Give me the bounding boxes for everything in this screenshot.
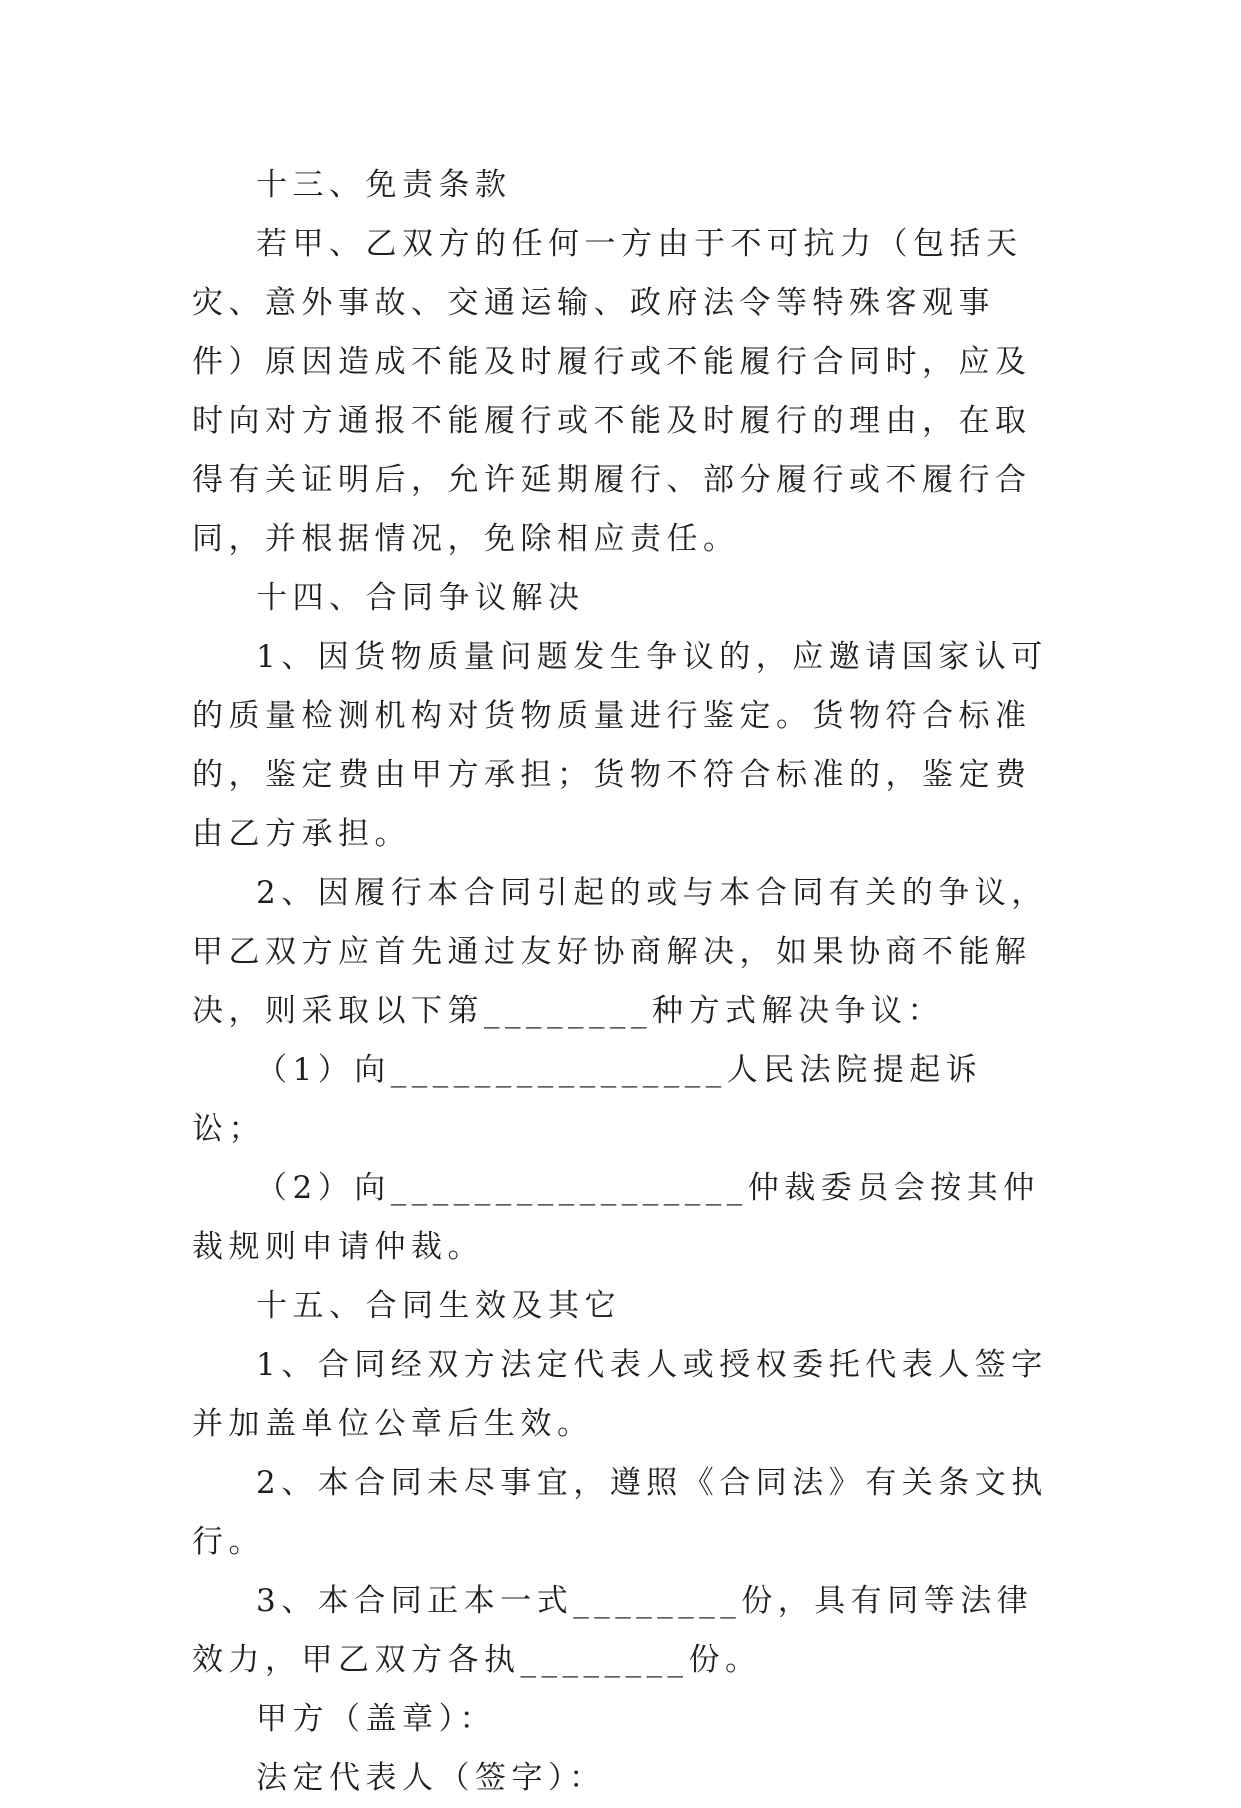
section-13-body: 若甲、乙双方的任何一方由于不可抗力（包括天灾、意外事故、交通运输、政府法令等特殊客观事件）原因造成不能及时履行或不能履行合同时，应及时向对方通报不能履行或不能及时履行的理由，在取得有关证明后，允许延期履行、部分履行或不履行合同，并根据情况，免除相应责任。 [192, 226, 1032, 557]
section-15-item-3: 3、本合同正本一式________份，具有同等法律效力，甲乙双方各执________份。 [192, 1583, 1034, 1678]
section-15-heading: 十五、合同生效及其它 [256, 1288, 621, 1324]
party-a-seal-label: 甲方（盖章）： [256, 1701, 496, 1737]
section-13-heading: 十三、免责条款 [256, 167, 512, 203]
contract-text [192, 156, 1050, 1808]
section-14-item-2: 2、因履行本合同引起的或与本合同有关的争议，甲乙双方应首先通过友好协商解决，如果协商不能解决，则采取以下第________种方式解决争议： [192, 875, 1048, 1029]
legal-representative-label: 法定代表人（签字）： [256, 1760, 606, 1796]
section-14-heading: 十四、合同争议解决 [256, 580, 585, 616]
section-14-option-2: （2）向_________________仲裁委员会按其仲裁规则申请仲裁。 [192, 1170, 1040, 1265]
section-14-option-1: （1）向________________人民法院提起诉讼； [192, 1052, 983, 1147]
section-14-item-1: 1、因货物质量问题发生争议的，应邀请国家认可的质量检测机构对货物质量进行鉴定。货物符合标准的，鉴定费由甲方承担；货物不符合标准的，鉴定费由乙方承担。 [192, 639, 1048, 852]
section-15-item-1: 1、合同经双方法定代表人或授权委托代表人签字并加盖单位公章后生效。 [192, 1347, 1048, 1442]
section-15-item-2: 2、本合同未尽事宜，遵照《合同法》有关条文执行。 [192, 1465, 1048, 1560]
